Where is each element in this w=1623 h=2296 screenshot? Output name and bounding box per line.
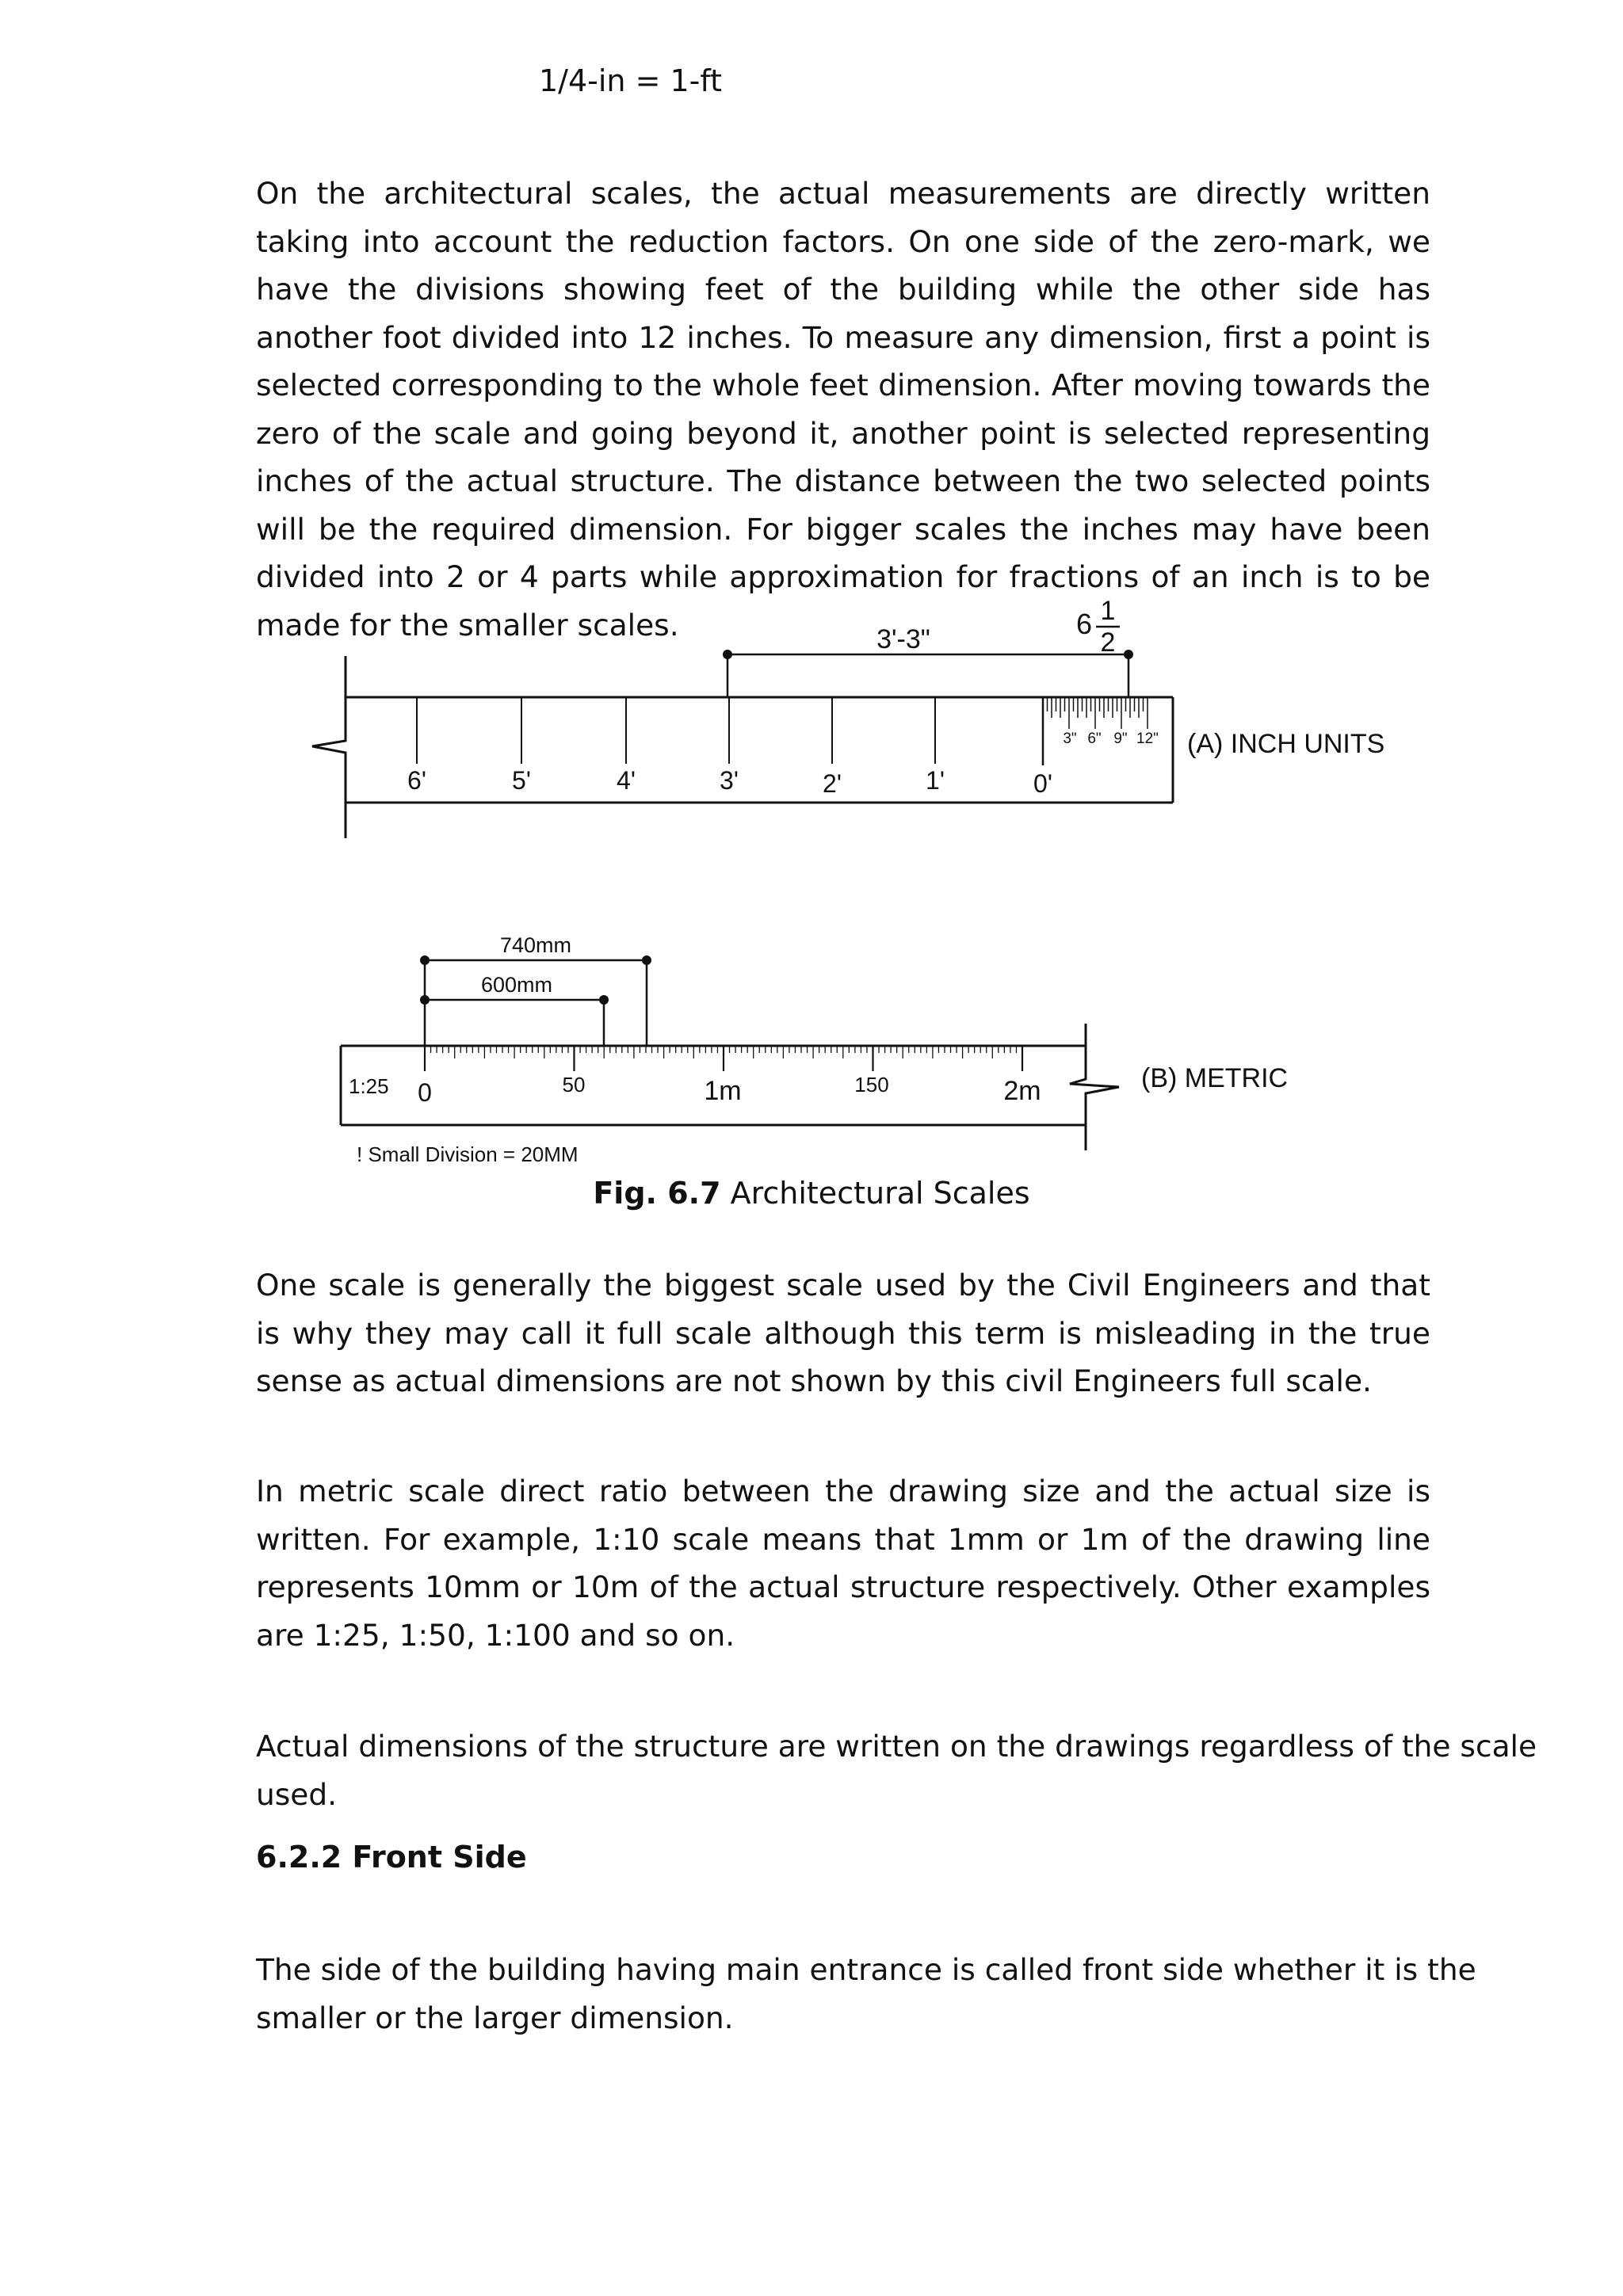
scale-ratio-line: 1/4-in = 1-ft [539, 63, 723, 98]
metric-label-0: 0 [418, 1078, 432, 1107]
dim-740-dot-end [642, 955, 651, 965]
paragraph-full-scale: One scale is generally the biggest scale used by the Civil Engineers and that is why they may call it full scale although this term is misleading in the true sense as actual dimensions are not shown by this civil Engineers full scale. [256, 1268, 1430, 1398]
inch-ticks [1043, 697, 1148, 729]
small-division-note: ! Small Division = 20MM [357, 1142, 579, 1166]
feet-label-3: 3' [720, 766, 739, 795]
dim-600-label: 600mm [480, 973, 553, 997]
fraction-denominator: 2 [1100, 627, 1116, 658]
metric-label-1m: 1m [704, 1076, 742, 1106]
figure-caption-label: Fig. 6.7 [593, 1176, 721, 1211]
metric-label-150: 150 [854, 1073, 889, 1097]
inch-label-6: 6" [1087, 730, 1102, 747]
metric-label-50: 50 [562, 1073, 586, 1097]
dimension-dot-end [1124, 650, 1133, 659]
paragraph-architectural-scales: On the architectural scales, the actual measurements are directly written taking into account the reduction factors. On one side of the zero-mark, we have the divisions showing feet of the building while the other side has another foot divided into 12 inches. To measure any dimension, first a point is selected corresponding to the whole feet dimension. After moving towards the zero of the scale and going beyond it, another point is selected representing inches of the actual structure. The distance between the two selected points will be the required dimension. For bigger scales the inches may have been divided into 2 or 4 parts while approximation for fractions of an inch is to be made for the smaller scales. [256, 176, 1430, 643]
paragraph-actual-dimensions: Actual dimensions of the structure are written on the drawings regardless of the scale used. [256, 1729, 1537, 1812]
metric-ticks [425, 1046, 1022, 1071]
dimension-dot-start [723, 650, 732, 659]
paragraph-front-side: The side of the building having main entrance is called front side whether it is the smaller or the larger dimension. [256, 1952, 1476, 2035]
metric-title: (B) METRIC [1141, 1063, 1289, 1093]
feet-label-0: 0' [1033, 769, 1052, 798]
dim-600-dot-end [599, 995, 609, 1005]
feet-label-4: 4' [617, 766, 636, 795]
figure-caption [0, 1174, 1623, 1212]
dimension-label-3-3: 3'-3" [876, 624, 930, 654]
inch-label-12: 12" [1136, 730, 1159, 747]
inch-label-9: 9" [1113, 730, 1128, 747]
dim-740-dot-start [420, 955, 430, 965]
figure-caption-text: Architectural Scales [720, 1176, 1030, 1211]
feet-label-2: 2' [823, 769, 842, 798]
feet-ticks [417, 697, 1043, 765]
feet-label-5: 5' [512, 766, 531, 795]
dim-740-label: 740mm [499, 933, 572, 957]
fraction-whole: 6 [1075, 608, 1093, 640]
metric-ratio: 1:25 [349, 1074, 389, 1098]
feet-label-6: 6' [407, 766, 426, 795]
inch-units-title: (A) INCH UNITS [1187, 729, 1385, 759]
section-heading-front-side: 6.2.2 Front Side [256, 1840, 527, 1875]
metric-label-2m: 2m [1003, 1076, 1041, 1106]
fraction-numerator: 1 [1100, 596, 1116, 626]
metric-scale [341, 933, 1288, 1166]
inch-scale [312, 596, 1384, 838]
feet-label-1: 1' [926, 766, 945, 795]
dim-600-dot-start [420, 995, 430, 1005]
paragraph-metric-scale: In metric scale direct ratio between the drawing size and the actual size is written. For example, 1:10 scale means that 1mm or 1m of the drawing line represents 10mm or 10m of the actual structure respectively. Other examples are 1:25, 1:50, 1:100 and so on. [256, 1474, 1430, 1653]
inch-label-3: 3" [1063, 730, 1077, 747]
